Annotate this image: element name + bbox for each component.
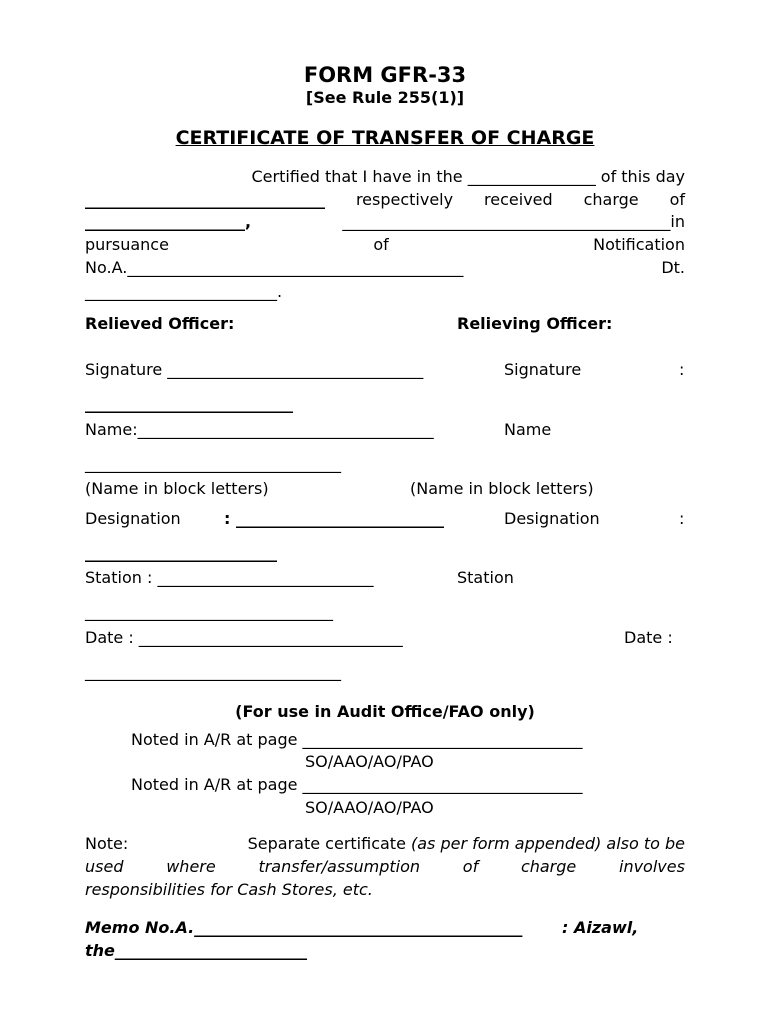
word: charge <box>583 190 639 209</box>
certificate-line-4 <box>85 235 685 255</box>
note-label: Note: <box>85 834 129 853</box>
colon: : <box>679 360 685 379</box>
certificate-line-3 <box>85 212 685 232</box>
name-right-field[interactable]: ________________________________ <box>85 454 341 473</box>
date-right-field[interactable]: ________________________________ <box>85 662 341 681</box>
date-label: Dt. <box>661 258 685 277</box>
name-right-label: Name <box>504 420 552 439</box>
note-line-3: responsibilities for Cash Stores, etc. <box>85 880 373 899</box>
audit-noted-field-1[interactable]: Noted in A/R at page ___________________________________ <box>131 730 583 749</box>
note-text: Separate certificate <box>247 834 411 853</box>
word: where <box>166 857 216 876</box>
word: of <box>373 235 389 254</box>
block-letters-note-left: (Name in block letters) <box>85 479 269 498</box>
signature-right-field[interactable]: __________________________ <box>85 394 293 413</box>
note-text-italic: (as per form appended) also to be <box>411 834 685 853</box>
designation-right-label: Designation <box>504 509 600 528</box>
memo-date-field[interactable]: the________________________ <box>85 941 307 960</box>
memo-number-field[interactable]: Memo No.A._________________________________________ <box>85 918 523 937</box>
word: used <box>85 857 124 876</box>
station-right-field[interactable]: _______________________________ <box>85 602 333 621</box>
rule-reference: [See Rule 255(1)] <box>305 88 465 107</box>
word: charge <box>520 857 577 876</box>
certificate-title: CERTIFICATE OF TRANSFER OF CHARGE <box>175 127 595 149</box>
note-line-1 <box>178 834 685 854</box>
blank-field[interactable]: ______________________________ <box>85 190 325 209</box>
designation-left-label: Designation <box>85 509 181 528</box>
word: pursuance <box>85 235 169 254</box>
date-right-label: Date : <box>624 628 673 647</box>
relieving-officer-heading: Relieving Officer: <box>457 314 613 333</box>
certificate-line-6[interactable]: ________________________. <box>85 282 283 301</box>
designation-right-field[interactable]: ________________________ <box>85 543 277 562</box>
word: of <box>669 190 685 209</box>
station-right-label: Station <box>457 568 514 587</box>
blank-field[interactable]: ____________________, <box>85 212 252 231</box>
memo-place: : Aizawl, <box>562 918 639 937</box>
date-left-field[interactable]: Date : _________________________________ <box>85 628 403 647</box>
signature-left-field[interactable]: Signature ________________________________ <box>85 360 424 379</box>
signature-right-label: Signature <box>504 360 582 379</box>
certificate-line-5 <box>85 258 685 278</box>
word: Notification <box>593 235 685 254</box>
word: transfer/assumption <box>258 857 421 876</box>
word: involves <box>619 857 685 876</box>
note-line-2 <box>85 857 685 877</box>
name-left-field[interactable]: Name:_____________________________________ <box>85 420 434 439</box>
audit-designation-2: SO/AAO/AO/PAO <box>305 798 434 817</box>
word: of <box>462 857 479 876</box>
relieved-officer-heading: Relieved Officer: <box>85 314 235 333</box>
designation-left-field[interactable]: : __________________________ <box>224 509 444 528</box>
station-left-field[interactable]: Station : ___________________________ <box>85 568 374 587</box>
audit-noted-field-2[interactable]: Noted in A/R at page ___________________________________ <box>131 775 583 794</box>
word: received <box>484 190 553 209</box>
blank-field[interactable]: _________________________________________in <box>342 212 685 231</box>
certificate-line-2 <box>85 190 685 210</box>
block-letters-note-right: (Name in block letters) <box>410 479 594 498</box>
audit-heading: (For use in Audit Office/FAO only) <box>235 702 535 721</box>
colon: : <box>679 509 685 528</box>
certificate-line-1: Certified that I have in the ________________ of this day <box>251 167 685 186</box>
word: respectively <box>355 190 454 209</box>
notification-number-field[interactable]: No.A.__________________________________________ <box>85 258 464 277</box>
form-title: FORM GFR-33 <box>303 63 467 87</box>
audit-designation-1: SO/AAO/AO/PAO <box>305 752 434 771</box>
